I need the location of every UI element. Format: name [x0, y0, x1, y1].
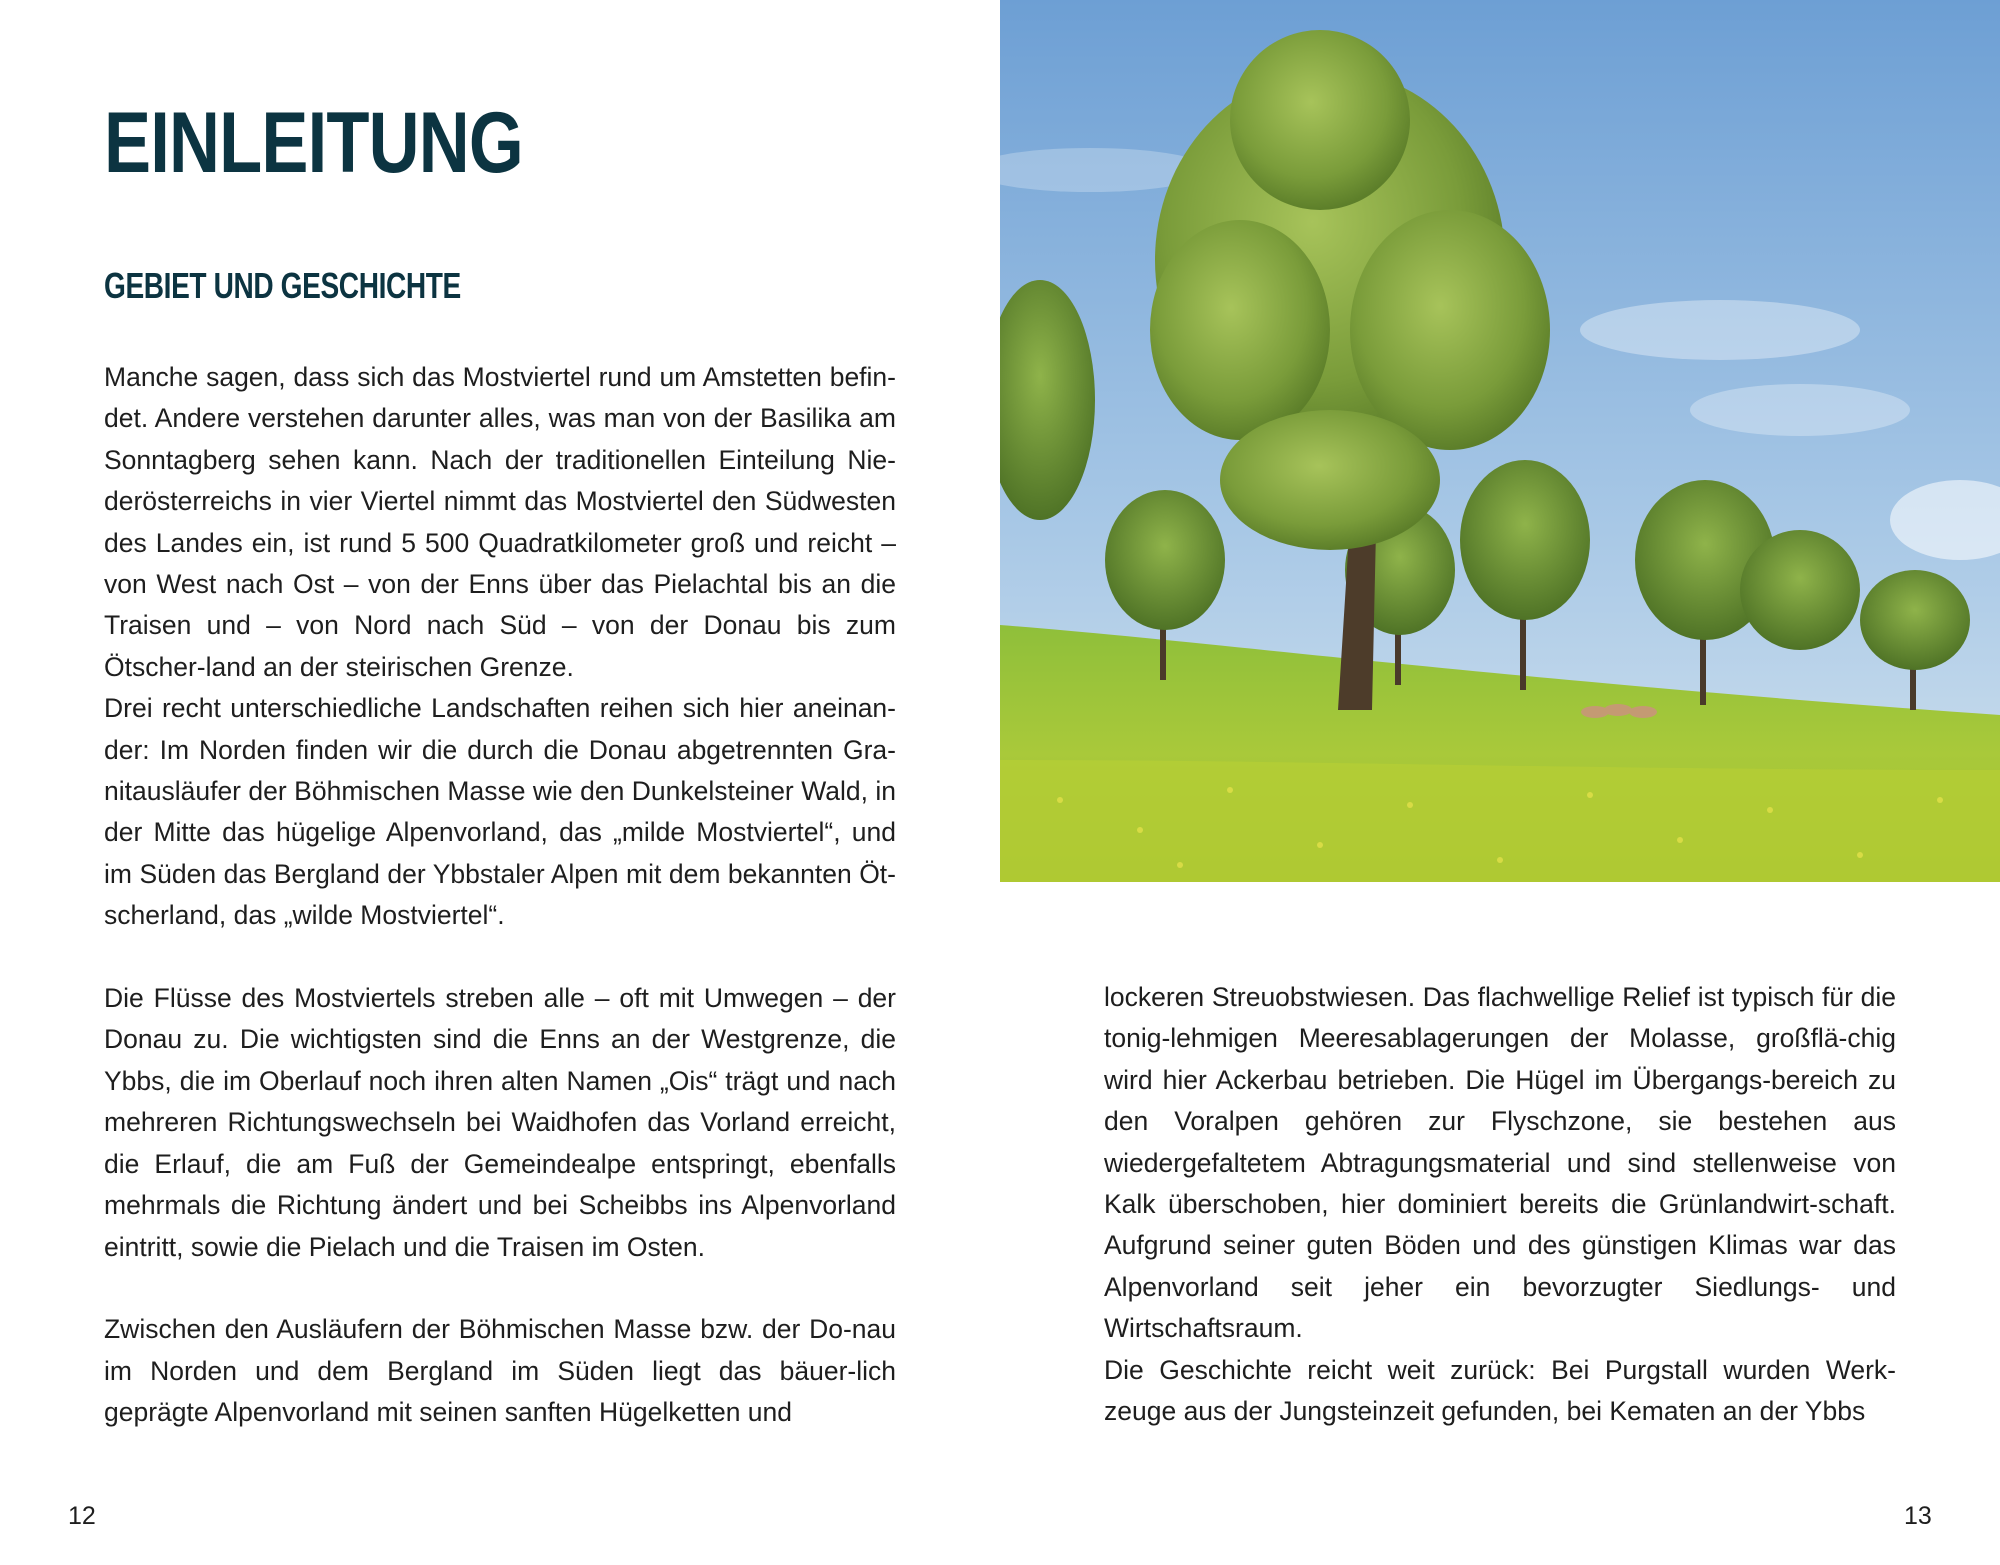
landscape-photo — [1000, 0, 2000, 882]
paragraph: Die Flüsse des Mostviertels streben alle – oft mit Umwegen – der Donau zu. Die wichtigsten sind die Enns an der Westgrenze, die Ybbs, die im Oberlauf noch ihren alten Namen „Ois“ trägt und nach mehreren Richtungswechseln bei Waidhofen das Vorland erreicht, die Erlauf, die am Fuß der Gemeindealpe entspringt, ebenfalls mehrmals die Richtung ändert und bei Scheibbs ins Alpenvorland eintritt, sowie die Pielach und die Traisen im Osten. — [104, 983, 896, 1262]
paragraph: Drei recht unterschiedliche Landschaften reihen sich hier aneinan-der: Im Norden finden wir die durch die Donau abgetrennten Gra-nitausläufer der Böhmischen Masse wie den Dunkelsteiner Wald, in der Mitte das hügelige Alpenvorland, das „milde Mostviertel“, und im Süden das Bergland der Ybbstaler Alpen mit dem bekannten Öt-scherland, das „wilde Mostviertel“. — [104, 693, 896, 931]
left-text-column — [104, 357, 896, 1434]
paragraph: Die Geschichte reicht weit zurück: Bei Purgstall wurden Werk-zeuge aus der Jungsteinzeit gefunden, bei Kematen an der Ybbs — [1104, 1354, 1896, 1427]
page-number-left: 12 — [68, 1502, 96, 1530]
page-number-right: 13 — [1904, 1502, 1932, 1530]
section-heading: GEBIET UND GESCHICHTE — [104, 265, 461, 306]
paragraph: lockeren Streuobstwiesen. Das flachwellige Relief ist typisch für die tonig-lehmigen Meeresablagerungen der Molasse, großflä-chig wird hier Ackerbau betrieben. Die Hügel im Übergangs-bereich zu den Voralpen gehören zur Flyschzone, sie bestehen aus wiedergefaltetem Abtragungsmaterial und sind stellenweise von Kalk überschoben, hier dominiert bereits die Grünlandwirt-schaft. Aufgrund seiner guten Böden und des günstigen Klimas war das Alpenvorland seit jeher ein bevorzugter Siedlungs- und Wirtschaftsraum. — [1104, 982, 1896, 1344]
page-title: EINLEITUNG — [104, 95, 523, 191]
meadow-trees-illustration — [1000, 0, 2000, 882]
right-text-column — [1104, 977, 1896, 1432]
paragraph: Zwischen den Ausläufern der Böhmischen Masse bzw. der Do-nau im Norden und dem Bergland im Süden liegt das bäuer-lich geprägte Alpenvorland mit seinen sanften Hügelketten und — [104, 1314, 896, 1428]
paragraph: Manche sagen, dass sich das Mostviertel rund um Amstetten befin-det. Andere verstehen darunter alles, was man von der Basilika am Sonntagberg sehen kann. Nach der traditionellen Einteilung Nie-derösterreichs in vier Viertel nimmt das Mostviertel den Südwesten des Landes ein, ist rund 5 500 Quadratkilometer groß und reicht – von West nach Ost – von der Enns über das Pielachtal bis an die Traisen und – von Nord nach Süd – von der Donau bis zum Ötscher-land an der steirischen Grenze. — [104, 362, 896, 682]
